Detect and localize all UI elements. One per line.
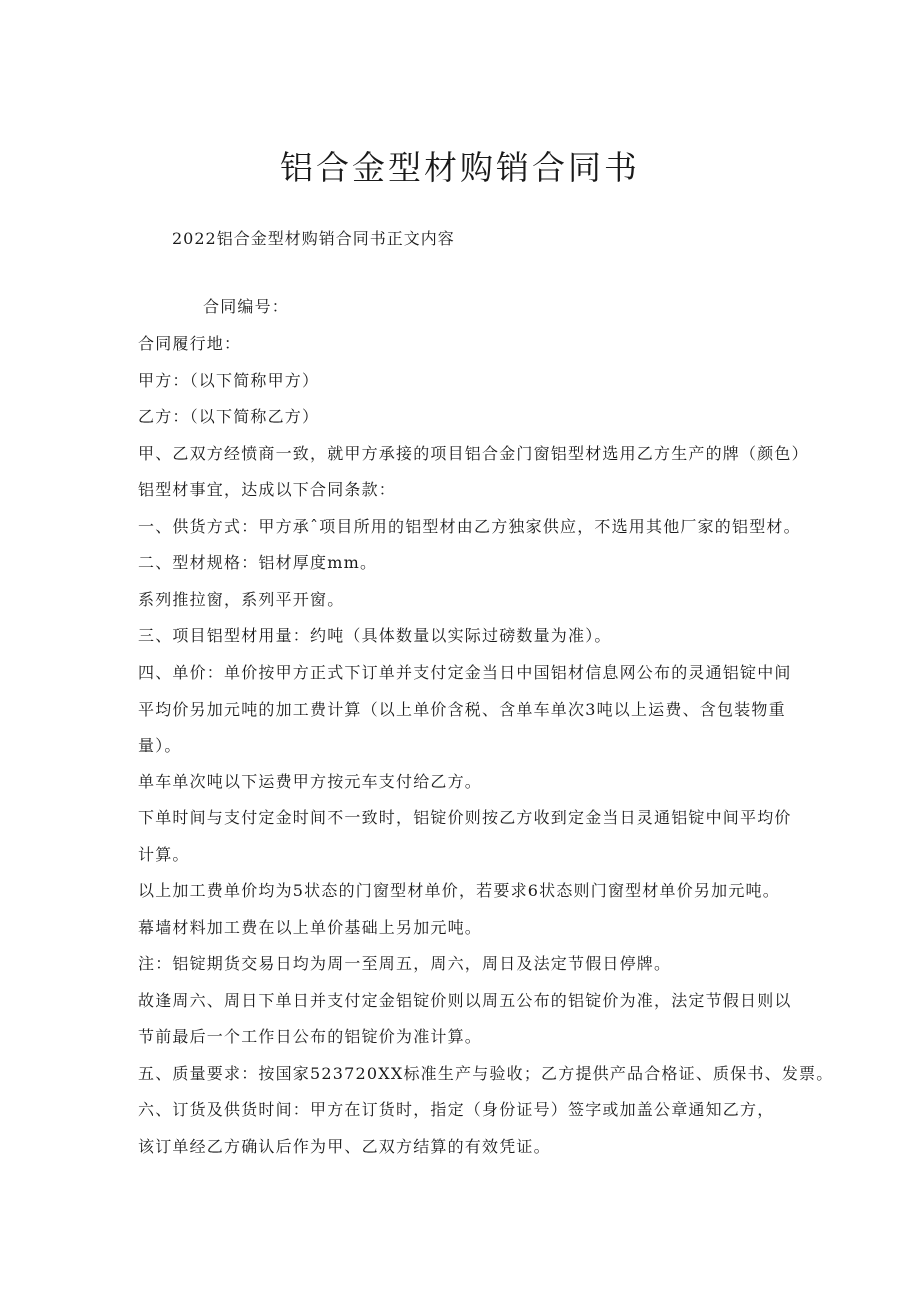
paragraph-line: 节前最后一个工作日公布的铝锭价为准计算。	[138, 1027, 483, 1046]
note-line: 注：铝锭期货交易日均为周一至周五，周六，周日及法定节假日停牌。	[138, 954, 672, 973]
party-a-line: 甲方：（以下简称甲方）	[138, 371, 320, 390]
contract-place-line: 合同履行地：	[138, 334, 242, 353]
party-b-line: 乙方：（以下简称乙方）	[138, 407, 320, 426]
paragraph-line: 量）。	[138, 736, 182, 755]
clause-2-line: 二、型材规格：铝材厚度mm。	[138, 553, 378, 572]
paragraph-line: 下单时间与支付定金时间不一致时，铝锭价则按乙方收到定金当日灵通铝锭中间平均价	[138, 808, 792, 827]
clause-6-line: 六、订货及供货时间：甲方在订货时，指定（身份证号）签字或加盖公章通知乙方，	[138, 1100, 775, 1119]
clause-1-line: 一、供货方式：甲方承ˆ项目所用的铝型材由乙方独家供应，不选用其他厂家的铝型材。	[138, 517, 801, 536]
paragraph-line: 计算。	[138, 845, 190, 864]
paragraph-line: 幕墙材料加工费在以上单价基础上另加元吨。	[138, 918, 483, 937]
clause-4-line: 四、单价：单价按甲方正式下订单并支付定金当日中国铝材信息网公布的灵通铝锭中间	[138, 663, 792, 682]
paragraph-line: 平均价另加元吨的加工费计算（以上单价含税、含单车单次3吨以上运费、含包装物重	[138, 700, 786, 719]
paragraph-line: 铝型材事宜，达成以下合同条款：	[138, 480, 397, 499]
clause-5-line: 五、质量要求：按国家523720XX标准生产与验收；乙方提供产品合格证、质保书、发票。	[138, 1064, 834, 1083]
paragraph-line: 甲、乙双方经愤商一致，就甲方承接的项目铝合金门窗铝型材选用乙方生产的牌（颜色）	[138, 444, 809, 463]
paragraph-line: 该订单经乙方确认后作为甲、乙双方结算的有效凭证。	[138, 1137, 551, 1156]
clause-3-line: 三、项目铝型材用量：约吨（具体数量以实际过磅数量为准）。	[138, 626, 612, 645]
paragraph-line: 系列推拉窗，系列平开窗。	[138, 590, 345, 609]
document-subtitle: 2022铝合金型材购销合同书正文内容	[172, 229, 455, 248]
paragraph-line: 单车单次吨以下运费甲方按元车支付给乙方。	[138, 772, 483, 791]
document-title: 铝合金型材购销合同书	[280, 148, 640, 187]
contract-number-line: 合同编号：	[203, 297, 290, 316]
paragraph-line: 故逢周六、周日下单日并支付定金铝锭价则以周五公布的铝锭价为准，法定节假日则以	[138, 991, 792, 1010]
paragraph-line: 以上加工费单价均为5状态的门窗型材单价，若要求6状态则门窗型材单价另加元吨。	[138, 881, 780, 900]
